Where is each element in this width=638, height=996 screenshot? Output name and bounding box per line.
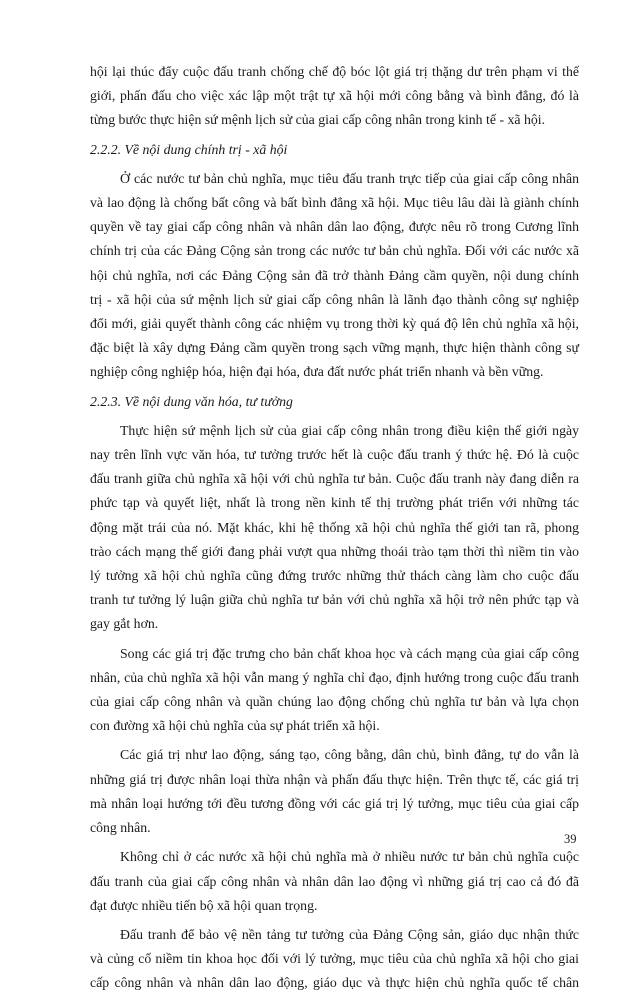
- text-line: quyền về tay giai cấp công nhân và nhân dân lao động, được nêu rõ trong Cương lĩnh: [90, 219, 579, 235]
- text-line: đấu tranh giữa chủ nghĩa xã hội với chủ nghĩa tư bản. Cuộc đấu tranh này đang diễn ra: [90, 471, 579, 487]
- culture-ideology-paragraph-4: [90, 845, 579, 918]
- text-line: phức tạp và quyết liệt, nhất là trong nền kinh tế thị trường phát triển với những tác: [90, 495, 579, 511]
- intro-paragraph: [90, 60, 579, 133]
- text-line: động mặt trái của nó. Mặt khác, khi hệ thống xã hội chủ nghĩa thế giới tan rã, phong: [90, 519, 579, 535]
- text-line: giới, phấn đấu cho việc xác lập một trật tự xã hội mới công bằng và bình đẳng, đó là: [90, 88, 579, 104]
- text-line: đấu tranh của giai cấp công nhân và nhân dân lao động vì những giá trị cao cả đó đã: [90, 873, 579, 889]
- text-line: đổi mới, giải quyết thành công các nhiệm vụ trong thời kỳ quá độ lên chủ nghĩa xã hội,: [90, 316, 579, 332]
- text-line: trị - xã hội của sứ mệnh lịch sử giai cấp công nhân là lãnh đạo thành công sự nghiệp: [90, 291, 579, 307]
- text-line: lý tưởng xã hội chủ nghĩa cũng đứng trước những thử thách càng làm cho cuộc đấu: [90, 568, 579, 584]
- text-line: hội chủ nghĩa, nơi các Đảng Cộng sản đã trở thành Đảng cầm quyền, nội dung chính: [90, 267, 579, 283]
- text-line: và củng cố niềm tin khoa học đối với lý tưởng, mục tiêu của chủ nghĩa xã hội cho giai: [90, 951, 579, 967]
- political-social-paragraph: [90, 167, 579, 385]
- text-line: tranh tư tưởng lý luận giữa chủ nghĩa tư bản với chủ nghĩa xã hội trở nên phức tạp và: [90, 592, 579, 608]
- text-line: chính trị của các Đảng Cộng sản trong các nước tư bản chủ nghĩa. Đối với các nước xã: [90, 243, 579, 259]
- culture-ideology-paragraph-5: [90, 923, 579, 996]
- text-line: cấp công nhân và nhân dân lao động, giáo dục và thực hiện chủ nghĩa quốc tế chân: [90, 975, 579, 991]
- page-body: [90, 60, 579, 996]
- text-line: hội lại thúc đẩy cuộc đấu tranh chống chế độ bóc lột giá trị thặng dư trên phạm vi thế: [90, 64, 579, 79]
- text-line: Ở các nước tư bản chủ nghĩa, mục tiêu đấu tranh trực tiếp của giai cấp công nhân: [120, 170, 579, 186]
- section-heading-2-2-3: 2.2.3. Về nội dung văn hóa, tư tưởng: [90, 393, 293, 409]
- text-line: những giá trị được nhân loại thừa nhận và phấn đấu thực hiện. Trên thực tế, các giá trị: [90, 771, 579, 787]
- text-line: nghiệp công nghiệp hóa, hiện đại hóa, đưa đất nước phát triển nhanh và bền vững.: [90, 364, 544, 380]
- text-line: Thực hiện sứ mệnh lịch sử của giai cấp công nhân trong điều kiện thế giới ngày: [120, 422, 579, 438]
- text-line: mà nhân loại hướng tới đều tương đồng với các giá trị lý tưởng, mục tiêu của giai cấp: [90, 795, 579, 811]
- text-line: Không chỉ ở các nước xã hội chủ nghĩa mà ở nhiều nước tư bản chủ nghĩa cuộc: [120, 849, 579, 865]
- text-line: gay gắt hơn.: [90, 616, 159, 632]
- text-line: trào cách mạng thế giới đang phải vượt qua những thoái trào tạm thời thì niềm tin vào: [90, 543, 579, 559]
- culture-ideology-paragraph-2: [90, 642, 579, 739]
- text-line: đạt được nhiều tiến bộ xã hội quan trọng.: [90, 897, 318, 913]
- text-line: Song các giá trị đặc trưng cho bản chất khoa học và cách mạng của giai cấp công: [120, 645, 579, 661]
- text-line: và lao động là chống bất công và bất bình đẳng xã hội. Mục tiêu lâu dài là giành chính: [90, 195, 579, 211]
- text-line: con đường xã hội chủ nghĩa của sự phát triển xã hội.: [90, 718, 380, 734]
- culture-ideology-paragraph-3: [90, 743, 579, 840]
- text-line: Các giá trị như lao động, sáng tạo, công bằng, dân chủ, bình đẳng, tự do vẫn là: [120, 747, 579, 763]
- text-line: Đấu tranh để bảo vệ nền tảng tư tưởng của Đảng Cộng sản, giáo dục nhận thức: [120, 926, 579, 942]
- culture-ideology-paragraph-1: [90, 419, 579, 637]
- page-number: 39: [564, 832, 577, 846]
- text-line: của giai cấp công nhân và quần chúng lao động chống chủ nghĩa tư bản và lựa chọn: [90, 694, 579, 710]
- text-line: công nhân.: [90, 820, 151, 836]
- text-line: từng bước thực hiện sứ mệnh lịch sử của giai cấp công nhân trong kinh tế - xã hội.: [90, 112, 546, 128]
- text-line: nay trên lĩnh vực văn hóa, tư tưởng trước hết là cuộc đấu tranh ý thức hệ. Đó là cuộc: [90, 447, 579, 463]
- section-heading-2-2-2: 2.2.2. Về nội dung chính trị - xã hội: [90, 141, 288, 157]
- text-line: đặc biệt là xây dựng Đảng cầm quyền trong sạch vững mạnh, thực hiện thành công sự: [90, 340, 579, 356]
- text-line: nhân, của chủ nghĩa xã hội vẫn mang ý nghĩa chỉ đạo, định hướng trong cuộc đấu tranh: [90, 669, 579, 685]
